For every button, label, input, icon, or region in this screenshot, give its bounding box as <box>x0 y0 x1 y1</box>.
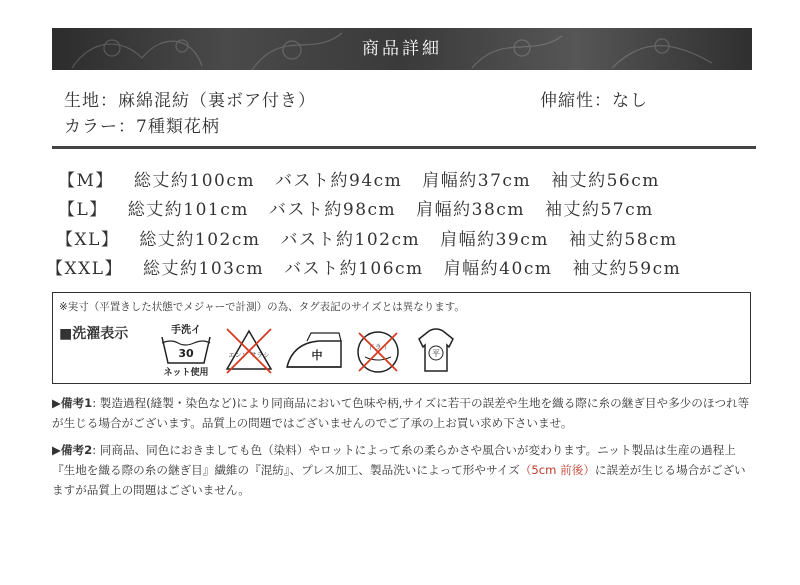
remark-1-title: 備考1 <box>60 396 93 410</box>
length-value: 総丈約101cm <box>127 200 249 220</box>
remark-2-title: 備考2 <box>60 443 93 457</box>
bleach-text: エンソ サラシ <box>228 351 270 359</box>
size-label: 【L】 <box>58 200 108 220</box>
size-label: 【XXL】 <box>46 259 123 279</box>
care-instructions-box <box>52 292 751 384</box>
flat-dry-icon <box>415 325 457 377</box>
page-title: 商品詳細 <box>362 39 442 59</box>
size-row-xxl <box>46 254 701 279</box>
remark-2-text-a: : 同商品、同色におきましても色（染料）やロットによって糸の柔らかさや風合いが変わります。ニット製品は生産の過程上『生地を織る際の糸の継ぎ目』繊維の『混紡』、プレス加工、製品洗いによって形やサイズ <box>52 443 736 477</box>
fabric-spec: 生地：麻綿混紡（裏ボア付き） <box>64 91 316 111</box>
size-label: 【XL】 <box>56 230 120 250</box>
bust-value: バスト約98cm <box>268 200 397 220</box>
length-value: 総丈約102cm <box>139 230 261 250</box>
shoulder-value: 肩幅約37cm <box>422 171 532 191</box>
sleeve-value: 袖丈約57cm <box>544 200 654 220</box>
length-value: 総丈約103cm <box>143 259 265 279</box>
remark-1-text: : 製造過程(縫製・染色など)により同商品において色味や柄,サイズに若干の誤差や生地を織る際に糸の継ぎ目や多少のほつれ等が生じる場合がございます。品質上の問題ではございませんのでご了承の上お買い求め下さいませ。 <box>52 396 750 430</box>
iron-level-text: 中 <box>311 349 323 362</box>
section-header-banner <box>52 28 752 70</box>
shoulder-value: 肩幅約40cm <box>443 259 553 279</box>
handwash-30-net-icon <box>156 321 216 377</box>
shoulder-value: 肩幅約38cm <box>416 200 525 220</box>
no-bleach-icon <box>223 325 275 375</box>
section-divider <box>52 146 756 149</box>
size-row-l <box>58 195 674 220</box>
no-dryclean-icon <box>353 327 403 377</box>
wash-temp-text: 30 <box>178 347 194 360</box>
length-value: 総丈約100cm <box>133 171 256 191</box>
sleeve-value: 袖丈約59cm <box>572 259 682 279</box>
size-row-m <box>58 166 680 191</box>
remark-1: ▶備考1: 製造過程(縫製・染色など)により同商品において色味や柄,サイズに若干の誤差や生地を織る際に糸の継ぎ目や多少のほつれ等が生じる場合がございます。品質上の問題ではございませんのでご了承の上お買い求め下さいませ。 <box>52 396 750 430</box>
remark-2: ▶備考2: 同商品、同色におきましても色（染料）やロットによって糸の柔らかさや風合いが変わります。ニット製品は生産の過程上『生地を織る際の糸の継ぎ目』繊維の『混紡』、プレス加工、製品洗いによって形やサイズ（5cm 前後）に誤差が生じる場合がございますが品質上の問題はございません。 <box>52 443 746 497</box>
dry-text: ドライ <box>367 343 389 351</box>
bust-value: バスト約102cm <box>280 230 421 250</box>
bust-value: バスト約94cm <box>275 171 403 191</box>
measurement-note: ※実寸（平置きした状態でメジャーで計測）の為、タグ表記のサイズとは異なります。 <box>59 301 465 313</box>
remark-2-highlight: （5cm 前後） <box>519 463 595 477</box>
size-row-xl <box>56 225 698 250</box>
color-spec: カラー：7種類花柄 <box>64 117 220 137</box>
iron-medium-icon <box>283 329 347 375</box>
flat-text: 平 <box>432 349 440 358</box>
handwash-top-text: 手洗イ <box>171 325 201 336</box>
shoulder-value: 肩幅約39cm <box>440 230 549 250</box>
handwash-bottom-text: ネット使用 <box>163 368 209 377</box>
size-label: 【M】 <box>58 171 114 191</box>
sleeve-value: 袖丈約56cm <box>551 171 660 191</box>
sleeve-value: 袖丈約58cm <box>568 230 678 250</box>
care-label-heading: ■洗濯表示 <box>59 326 129 342</box>
remark-2-text-b: に誤差が生じる場合がございますが品質上の問題はございません。 <box>52 463 746 497</box>
stretch-spec: 伸縮性：なし <box>540 91 648 111</box>
bust-value: バスト約106cm <box>284 259 424 279</box>
